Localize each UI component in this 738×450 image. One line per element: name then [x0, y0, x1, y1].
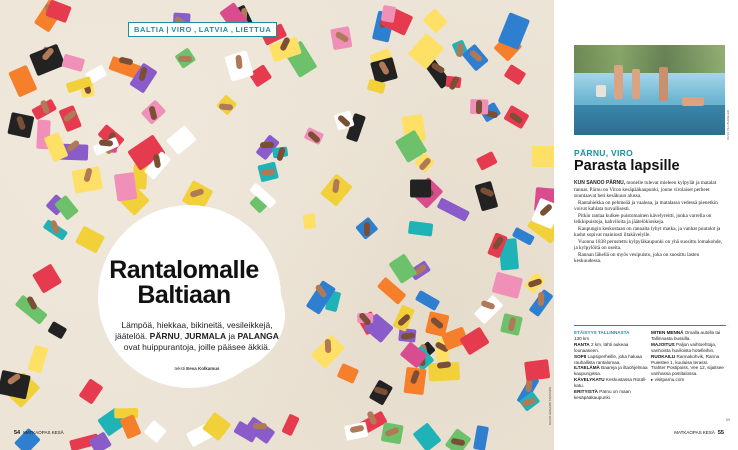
fact-head: MITEN MENNÄ — [651, 330, 684, 335]
beach-towel — [473, 425, 489, 450]
fact-text: Trahter Postipoiss, Vee 12, sijaitsee vanhassa postitalossa. — [651, 365, 724, 377]
feature-title-line1: Rantalomalle — [109, 256, 259, 284]
article-headline: Parasta lapsille — [574, 158, 680, 174]
beach-towel — [423, 8, 448, 33]
feature-title — [96, 258, 272, 308]
website-link[interactable]: visitparnu.com — [654, 377, 685, 383]
region-tag-liettua: LIETTUA — [235, 25, 272, 34]
article-kicker: PÄRNU, VIRO — [574, 148, 634, 158]
beach-towel — [78, 378, 103, 404]
beach-towel — [75, 226, 105, 254]
lead-text-2: ovat huippurantoja, joille pääsee äkkiä. — [123, 342, 271, 352]
beach-towel — [248, 65, 272, 88]
fact-head: ILTAELÄMÄ — [574, 365, 600, 371]
beach-towel — [166, 125, 196, 155]
article-body — [574, 180, 726, 265]
beach-towel — [47, 321, 67, 340]
beach-towel — [143, 420, 167, 443]
beachgoer — [235, 55, 242, 70]
fact-head: MAJOITUS — [651, 341, 675, 347]
fact-item — [574, 342, 648, 354]
fact-item — [651, 330, 725, 342]
beach-towel — [408, 221, 433, 237]
byline-name: Eeva Kolkamus — [186, 366, 220, 371]
byline — [112, 366, 282, 371]
fact-text: Rannakohvik, Ranna Puiestee 1, kuuluisa terassi. — [651, 353, 720, 365]
region-tag-baltia: BALTIA — [134, 25, 165, 34]
fact-item — [574, 365, 648, 377]
magazine-name-left: MATKAOPAS KESÄ — [23, 430, 64, 435]
fact-text: Baareja ja iltaohjelmaa kaupungissa. — [574, 365, 648, 377]
folio-right — [674, 430, 724, 436]
photo-credit-left: KUVAT EDGARS TARANDS — [548, 387, 552, 425]
folio-left — [14, 430, 64, 436]
beach-towel — [415, 290, 440, 311]
beach-towel — [532, 146, 554, 167]
photo-credit-right: KUVA TILL BURGLER — [726, 110, 730, 140]
beach-towel — [498, 12, 530, 49]
body-paragraph — [574, 180, 726, 200]
page-number-right: 55 — [717, 430, 724, 436]
fact-text: Lapsiperheille, joka haluaa rauhallista rantalomaa. — [574, 353, 642, 365]
right-page — [554, 0, 738, 450]
beach-towel — [388, 253, 417, 283]
lead-and: ja — [228, 331, 236, 341]
beach-towel — [32, 264, 62, 294]
page-number-left: 54 — [14, 430, 21, 436]
beach-towel — [28, 344, 49, 373]
beach-towel — [475, 181, 499, 211]
fact-text: Omalla autolla tai Tallinnasta bussilla. — [651, 330, 721, 341]
fact-item — [574, 354, 648, 366]
body-paragraph-3: Pitkin rantaa kulkee puistomainen kävelyreitti, jonka varrella on leikkipuistoja, kahviloita ja jäätelökioskeja. — [574, 212, 712, 225]
photo-trees — [574, 45, 725, 73]
fact-item — [651, 365, 725, 377]
body-paragraph-1: monelle tulevat mieleen kylpylät ja matalat rannat. Pärnu on Viron kesäpääkaupunki, jonne virolaiset perheet suuntaavat heti kesäkuun alussa. — [574, 180, 717, 199]
beach-towel — [411, 179, 432, 197]
fact-item — [651, 342, 725, 354]
beach-towel — [524, 360, 550, 381]
fact-item — [574, 330, 648, 342]
small-page-number: 59 — [726, 418, 730, 422]
fact-text: Pärnu on maan kesäpääkaupunki. — [574, 389, 631, 400]
fact-head: ETÄISYYS TALLINNASTA — [574, 330, 630, 335]
beach-towel — [281, 414, 300, 437]
beachgoer — [260, 142, 274, 148]
photo-child — [632, 69, 640, 99]
beachgoer — [178, 55, 192, 61]
beachgoer — [538, 292, 545, 306]
region-tag-viro: VIRO — [171, 25, 192, 34]
body-paragraph-4: Kaupungin keskustaan on rannalta lyhyt matka, ja vanhat puutalot ja kadut sopivat mainiosti iltakävelylle. — [574, 225, 721, 238]
region-tag-latvia: LATVIA — [198, 25, 229, 34]
beachgoer — [261, 168, 276, 175]
region-tag: BALTIA | VIRO , LATVIA , LIETTUA — [128, 22, 277, 37]
fact-item — [574, 377, 648, 389]
fact-item — [651, 354, 725, 366]
lead-place-parnu: PÄRNU — [149, 331, 180, 341]
beach-towel — [475, 151, 497, 171]
fact-head: ERITYISTÄ — [574, 389, 598, 395]
fact-text: 130 km — [574, 335, 590, 341]
beachgoer — [325, 339, 332, 353]
feature-title-line2: Baltiaan — [137, 281, 231, 309]
lead-place-jurmala: JURMALA — [184, 331, 227, 341]
beachgoer — [253, 423, 267, 429]
body-paragraph-2: Rantahiekka on pehmeää ja vaaleaa, ja matalassa vedessä pienetkin voivat kahlata turvallisesti. — [574, 199, 718, 212]
photo-splash — [596, 85, 606, 97]
fact-head: SOPII — [574, 353, 587, 359]
beach-towel — [61, 53, 85, 71]
beach-towel — [437, 197, 470, 221]
lead-text-1: Lämpöä, hiekkaa, bikineitä, vesileikkejä, jäätelöä. — [115, 320, 273, 341]
beach-towel — [337, 362, 360, 383]
fact-item — [574, 389, 648, 401]
facts-column-2 — [651, 330, 725, 383]
beachgoer — [99, 139, 113, 146]
fact-head: KÄVELYKATU — [574, 377, 605, 383]
beachgoer — [476, 100, 482, 114]
fact-head: RANTA — [574, 341, 590, 347]
beach-towel — [504, 65, 526, 86]
photo-pool-deck — [574, 105, 725, 135]
body-paragraph-5: Vuonna 1838 perustettu kylpyläkaupunki on yhä suosittu lomakohde, ja kylpylöitä on useita. — [574, 238, 723, 251]
beachgoer — [364, 222, 370, 236]
fact-text: 2 km, lähti aukeaa lounaaseen. — [574, 341, 629, 353]
fact-head: RUOKAILU — [651, 353, 676, 359]
photo-child — [659, 67, 668, 101]
body-lead-in: KUN SANOO PÄRNU, — [574, 180, 626, 186]
pool-photo — [574, 45, 725, 135]
fact-text: Keskustassa Rüütli-katu. — [574, 377, 647, 389]
feature-lead: Lämpöä, hiekkaa, bikineitä, vesileikkejä, jäätelöä. PÄRNU, JURMALA ja PALANGA ovat huippurantoja, joille pääsee äkkiä. — [115, 320, 279, 352]
beach-towel — [474, 294, 504, 324]
fact-item — [651, 377, 725, 383]
beach-towel — [302, 214, 316, 230]
body-paragraph-6: Rannan lähellä on myös vesipuisto, joka on suosittu lasten keskuudessa. — [574, 251, 700, 264]
fact-text: Paljon vaihtoehtoja, vanhoista huviloista hotelleihin. — [651, 341, 717, 353]
lead-place-palanga: PALANGA — [237, 331, 279, 341]
magazine-name-right: MATKAOPAS KESÄ — [674, 430, 715, 435]
photo-child — [682, 97, 704, 106]
facts-column-1 — [574, 330, 648, 401]
byline-label: teksti — [174, 366, 185, 371]
beach-towel — [9, 65, 38, 97]
beach-towel — [114, 172, 137, 202]
link-icon: ▸ — [651, 377, 654, 383]
beach-towel — [119, 414, 141, 439]
facts-divider — [574, 325, 726, 326]
beach-towel — [413, 423, 442, 450]
photo-child — [614, 65, 623, 99]
beach-towel — [492, 272, 523, 299]
